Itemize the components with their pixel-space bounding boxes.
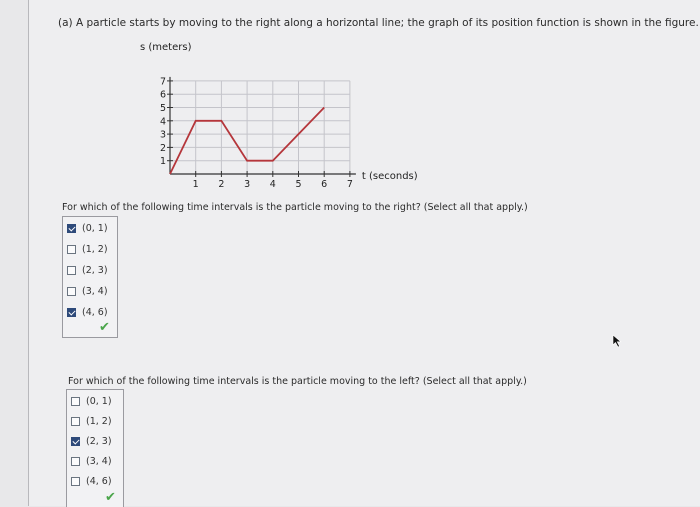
question-2-choice-2[interactable] [71,414,112,428]
x-tick-label: 3 [244,179,251,190]
checkbox[interactable] [71,457,80,466]
question-2-choice-4[interactable] [71,454,112,468]
y-axis-label: s (meters) [140,42,192,53]
y-tick-label: 6 [159,89,166,101]
checkbox[interactable] [67,245,76,254]
question-1-answer-box [62,216,118,338]
choice-label: (2, 3) [82,264,108,276]
question-1-choice-1[interactable] [67,221,108,235]
question-2-answer-box [66,389,124,507]
x-tick-label: 2 [218,179,225,190]
checkbox[interactable] [67,224,76,233]
y-tick-label: 3 [159,129,166,141]
choice-label: (2, 3) [86,435,112,447]
question-1-prompt: For which of the following time intervals is the particle moving to the right? (Select all that apply.) [62,202,528,213]
y-tick-label: 5 [159,103,166,114]
question-2-choice-1[interactable] [71,394,112,408]
y-tick-label: 7 [159,76,166,88]
y-tick-label: 4 [159,116,166,128]
question-1-choice-4[interactable] [67,284,108,298]
question-2-choice-5[interactable] [71,474,112,488]
mouse-pointer-icon [612,334,622,348]
checkbox[interactable] [71,437,80,446]
x-tick-label: 6 [321,179,328,190]
checkbox[interactable] [71,417,80,426]
checkbox[interactable] [67,287,76,296]
checkmark-icon: ✔ [105,490,116,505]
checkbox[interactable] [67,308,76,317]
position-graph [128,38,428,198]
x-tick-label: 5 [295,179,302,190]
choice-label: (0, 1) [82,222,108,234]
x-tick-label: 1 [192,179,199,190]
question-2-choice-3[interactable] [71,434,112,448]
problem-title: (a) A particle starts by moving to the right along a horizontal line; the graph of its position function is shown in the figure. [58,17,699,29]
choice-label: (4, 6) [82,306,108,318]
choice-label: (0, 1) [86,395,112,407]
choice-label: (3, 4) [86,455,112,467]
question-1-choice-2[interactable] [67,242,108,256]
choice-label: (3, 4) [82,285,108,297]
x-axis-label: t (seconds) [361,171,418,182]
x-tick-label: 4 [269,179,276,190]
choice-label: (4, 6) [86,475,112,487]
y-tick-label: 1 [159,156,166,168]
position-chart [128,38,428,198]
choice-label: (1, 2) [86,415,112,427]
question-1-choice-3[interactable] [67,263,108,277]
choice-label: (1, 2) [82,243,108,255]
checkbox[interactable] [71,477,80,486]
question-1-choice-5[interactable] [67,305,108,319]
question-2-prompt: For which of the following time intervals is the particle moving to the left? (Select all that apply.) [68,376,527,387]
checkbox[interactable] [67,266,76,275]
y-tick-label: 2 [159,142,166,154]
x-tick-label: 7 [346,179,353,190]
checkmark-icon: ✔ [99,320,110,335]
checkbox[interactable] [71,397,80,406]
